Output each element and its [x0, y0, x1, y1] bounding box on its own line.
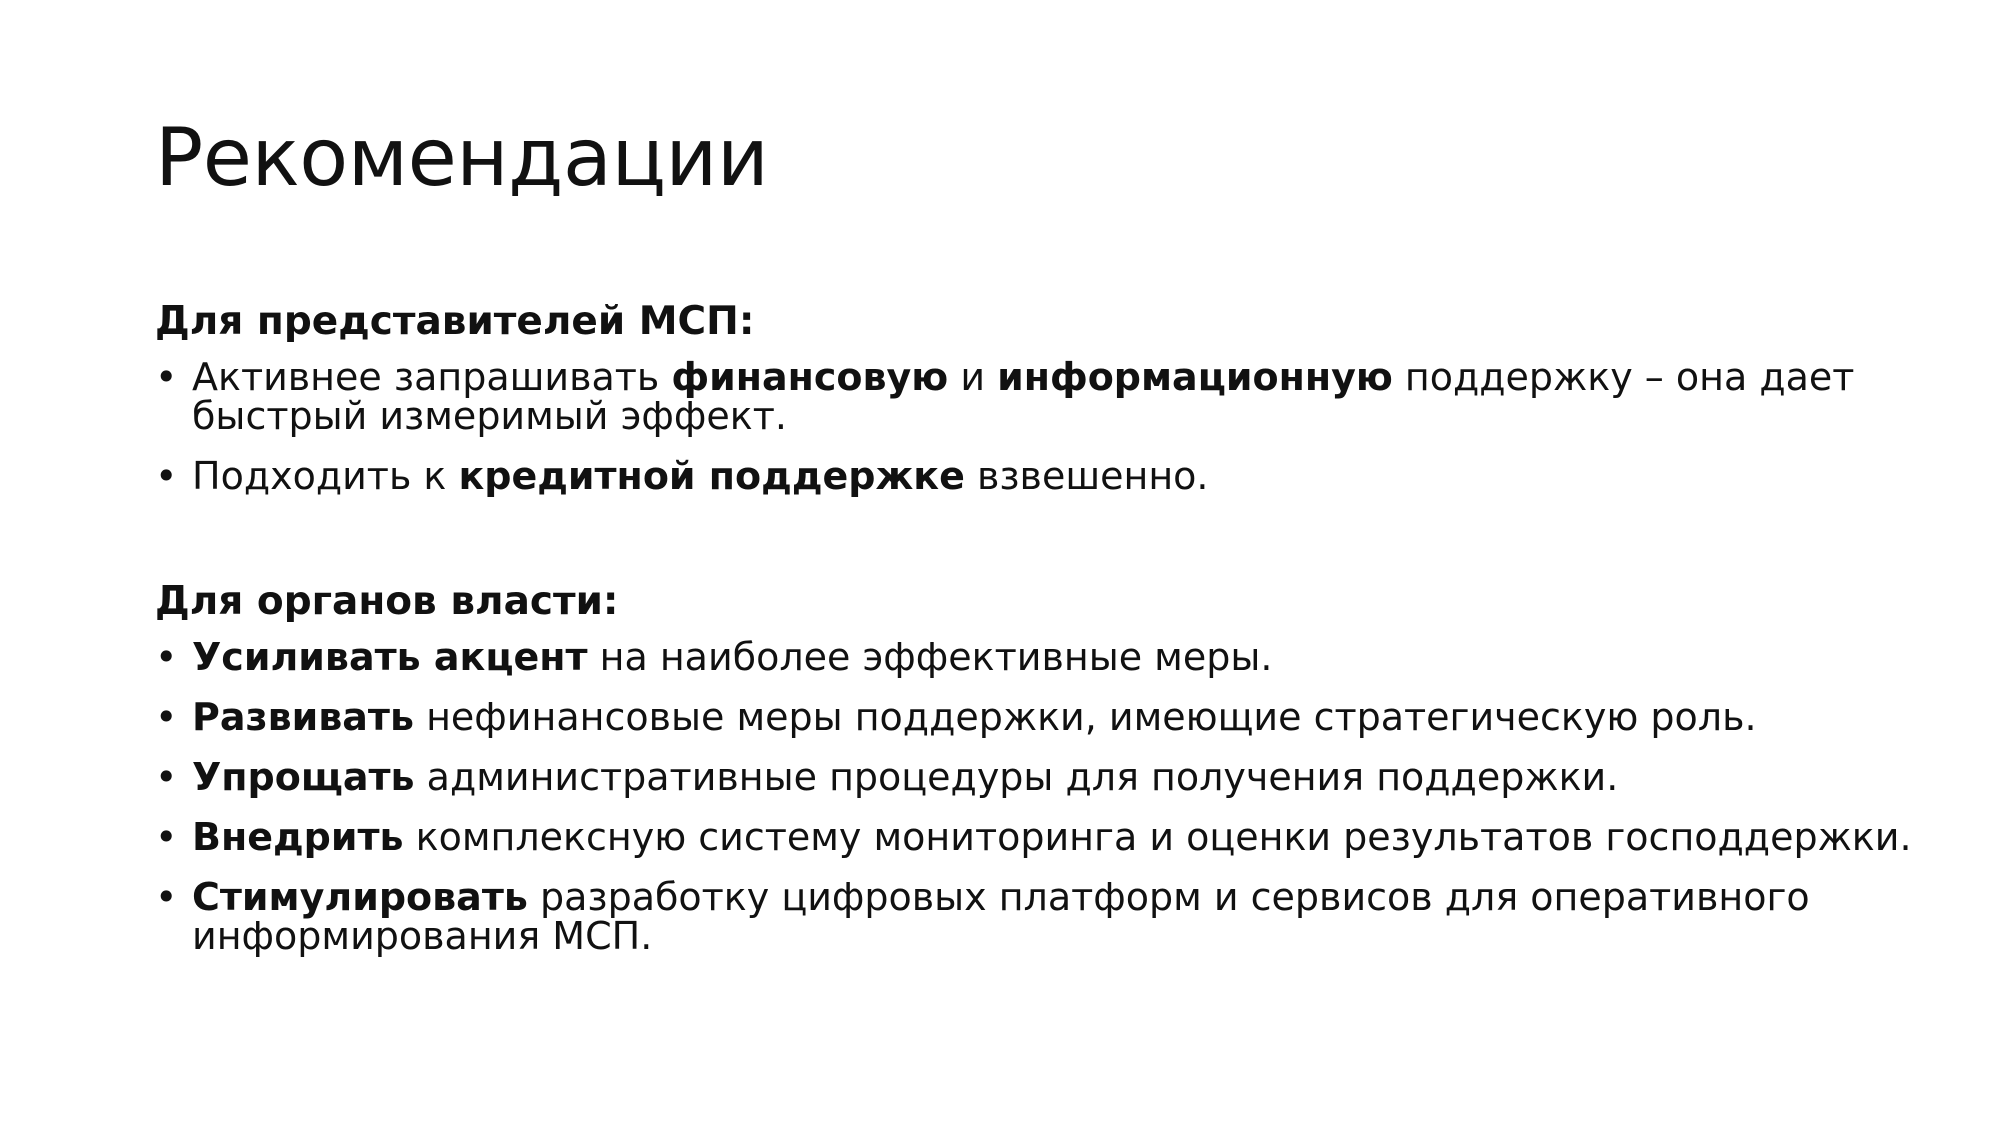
list-item — [155, 635, 1915, 679]
bullet-list-authorities — [155, 635, 1915, 958]
text-run: административные процедуры для получения поддержки. — [414, 755, 1619, 799]
list-item — [155, 695, 1915, 739]
list-item — [155, 755, 1915, 799]
list-item — [155, 875, 1915, 958]
text-run-bold: Внедрить — [192, 815, 404, 859]
section-authorities — [155, 576, 1915, 977]
bullet-icon: • — [155, 755, 178, 799]
section-smb — [155, 296, 1915, 517]
text-run: и — [948, 355, 998, 399]
text-run-bold: Усиливать акцент — [192, 635, 588, 679]
bullet-icon: • — [155, 635, 178, 679]
list-item — [155, 454, 1915, 498]
text-run-bold: Упрощать — [192, 755, 415, 799]
text-run: Подходить к — [192, 454, 459, 498]
text-run: нефинансовые меры поддержки, имеющие стратегическую роль. — [414, 695, 1757, 739]
text-run: на наиболее эффективные меры. — [587, 635, 1273, 679]
text-run-bold: кредитной поддержке — [458, 454, 965, 498]
bullet-list-smb — [155, 355, 1915, 498]
slide-title: Рекомендации — [155, 111, 769, 204]
bullet-icon: • — [155, 454, 178, 498]
list-item — [155, 815, 1915, 859]
text-run-bold: финансовую — [671, 355, 949, 399]
bullet-icon: • — [155, 695, 178, 739]
text-run-bold: Развивать — [192, 695, 414, 739]
section-heading-smb: Для представителей МСП: — [155, 299, 755, 344]
section-heading-authorities: Для органов власти: — [155, 579, 619, 624]
text-run: взвешенно. — [964, 454, 1209, 498]
bullet-icon: • — [155, 355, 178, 399]
text-run-bold: информационную — [997, 355, 1393, 399]
bullet-icon: • — [155, 815, 178, 859]
text-run: поддержку – она дает быстрый измеримый эффект. — [192, 355, 1855, 438]
bullet-icon: • — [155, 875, 178, 919]
text-run: разработку цифровых платформ и сервисов для оперативного информирования МСП. — [192, 875, 1810, 958]
list-item — [155, 355, 1915, 438]
text-run: комплексную систему мониторинга и оценки результатов господдержки. — [403, 815, 1912, 859]
text-run: Активнее запрашивать — [192, 355, 672, 399]
text-run-bold: Стимулировать — [192, 875, 528, 919]
